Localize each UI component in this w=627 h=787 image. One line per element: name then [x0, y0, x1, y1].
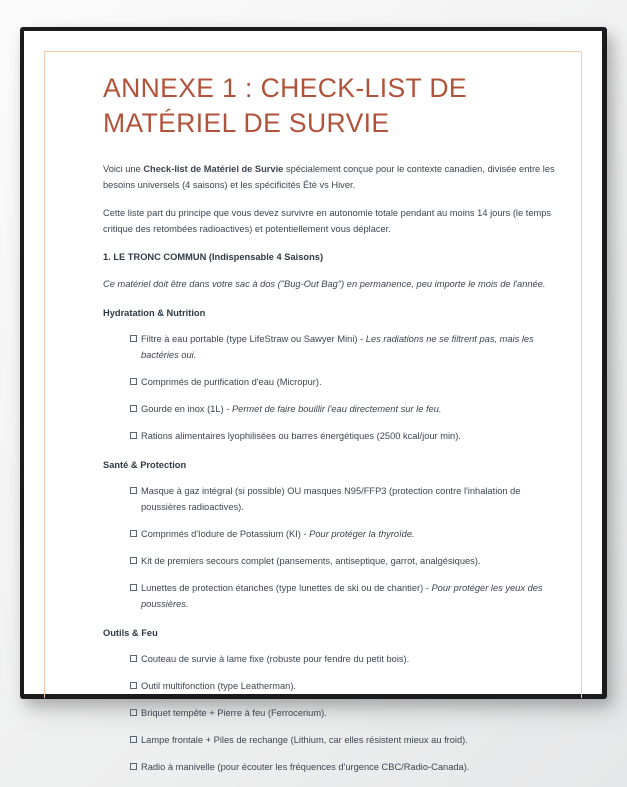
- document-page: [24, 31, 602, 772]
- checklist-item[interactable]: [130, 429, 560, 445]
- checkbox-empty-icon[interactable]: [130, 530, 137, 537]
- checklist-group-title: Hydratation & Nutrition: [103, 308, 206, 319]
- checklist: [103, 652, 560, 776]
- text-run: Comprimés de purification d'eau (Micropur).: [141, 377, 322, 388]
- emphasis-strong: Check-list de Matériel de Survie: [143, 164, 284, 175]
- text-run: spécialement conçue pour le contexte canadien, divisée entre les besoins universels (4 saisons) et les spécificités Été vs Hiver.: [103, 164, 555, 191]
- text-run: Couteau de survie à lame fixe (robuste pour fendre du petit bois).: [141, 653, 410, 664]
- checklist-item[interactable]: [130, 733, 560, 749]
- checklist-groups: [103, 307, 560, 776]
- text-run: Briquet tempête + Pierre à feu (Ferrocerium).: [141, 707, 327, 718]
- text-run: Radio à manivelle (pour écouter les fréquences d'urgence CBC/Radio-Canada).: [141, 761, 470, 772]
- checklist-item[interactable]: [130, 484, 560, 516]
- intro-paragraph: [103, 206, 560, 238]
- checkbox-empty-icon[interactable]: [130, 432, 137, 439]
- text-run: Masque à gaz intégral (si possible) OU masques N95/FFP3 (protection contre l'inhalation de poussières radioactives).: [141, 486, 521, 513]
- checklist-group-title: Santé & Protection: [103, 460, 187, 471]
- checklist-item[interactable]: [130, 527, 560, 543]
- text-run: Gourde en inox (1L) -: [141, 404, 232, 415]
- checkbox-empty-icon[interactable]: [130, 763, 137, 770]
- checkbox-empty-icon[interactable]: [130, 405, 137, 412]
- section-note: Ce matériel doit être dans votre sac à dos ("Bug-Out Bag") en permanence, peu importe le mois de l'année.: [103, 279, 546, 290]
- checklist-item[interactable]: [130, 375, 560, 391]
- checkbox-empty-icon[interactable]: [130, 682, 137, 689]
- checklist: [103, 484, 560, 613]
- checkbox-empty-icon[interactable]: [130, 736, 137, 743]
- checklist-item[interactable]: [130, 706, 560, 722]
- checklist-item[interactable]: [130, 554, 560, 570]
- text-run: Voici une: [103, 164, 144, 175]
- checklist-item[interactable]: [130, 652, 560, 668]
- emphasis-italic: Pour protéger la thyroïde.: [309, 529, 415, 540]
- emphasis-italic: Permet de faire bouillir l'eau directement sur le feu.: [231, 404, 442, 415]
- text-run: Outil multifonction (type Leatherman).: [141, 680, 297, 691]
- checkbox-empty-icon[interactable]: [130, 709, 137, 716]
- page-title: ANNEXE 1 : CHECK-LIST DE MATÉRIEL DE SURVIE: [103, 73, 468, 139]
- checklist-item[interactable]: [130, 402, 560, 418]
- document-frame: [20, 27, 607, 772]
- intro-block: [103, 162, 560, 238]
- section-heading: 1. LE TRONC COMMUN (Indispensable 4 Saisons): [103, 252, 324, 263]
- checkbox-empty-icon[interactable]: [130, 557, 137, 564]
- checklist: [103, 332, 560, 445]
- intro-paragraph: [103, 162, 560, 194]
- checkbox-empty-icon[interactable]: [130, 655, 137, 662]
- emphasis-italic: Les radiations ne se filtrent pas, mais les bactéries oui.: [141, 334, 534, 361]
- checklist-group-title: Outils & Feu: [103, 628, 158, 639]
- checklist-item[interactable]: [130, 332, 560, 364]
- text-run: Filtre à eau portable (type LifeStraw ou Sawyer Mini) -: [141, 334, 366, 345]
- text-run: Lampe frontale + Piles de rechange (Lithium, car elles résistent mieux au froid).: [141, 734, 468, 745]
- checkbox-empty-icon[interactable]: [130, 584, 137, 591]
- emphasis-italic: Pour protéger les yeux des poussières.: [141, 583, 543, 610]
- text-run: Comprimés d'Iodure de Potassium (KI) -: [141, 529, 310, 540]
- checkbox-empty-icon[interactable]: [130, 335, 137, 342]
- checkbox-empty-icon[interactable]: [130, 487, 137, 494]
- text-run: Cette liste part du principe que vous devez survivre en autonomie totale pendant au moins 14 jours (le temps critique des retombées radioactives) et potentiellement vous déplacer.: [103, 208, 552, 235]
- checklist-item[interactable]: [130, 581, 560, 613]
- checkbox-empty-icon[interactable]: [130, 378, 137, 385]
- text-run: Rations alimentaires lyophilisées ou barres énergétiques (2500 kcal/jour min).: [141, 431, 461, 442]
- document-content: [103, 71, 560, 787]
- text-run: Kit de premiers secours complet (pansements, antiseptique, garrot, analgésiques).: [141, 556, 481, 567]
- text-run: Lunettes de protection étanches (type lunettes de ski ou de chantier) -: [141, 583, 432, 594]
- checklist-item[interactable]: [130, 760, 560, 776]
- checklist-item[interactable]: [130, 679, 560, 695]
